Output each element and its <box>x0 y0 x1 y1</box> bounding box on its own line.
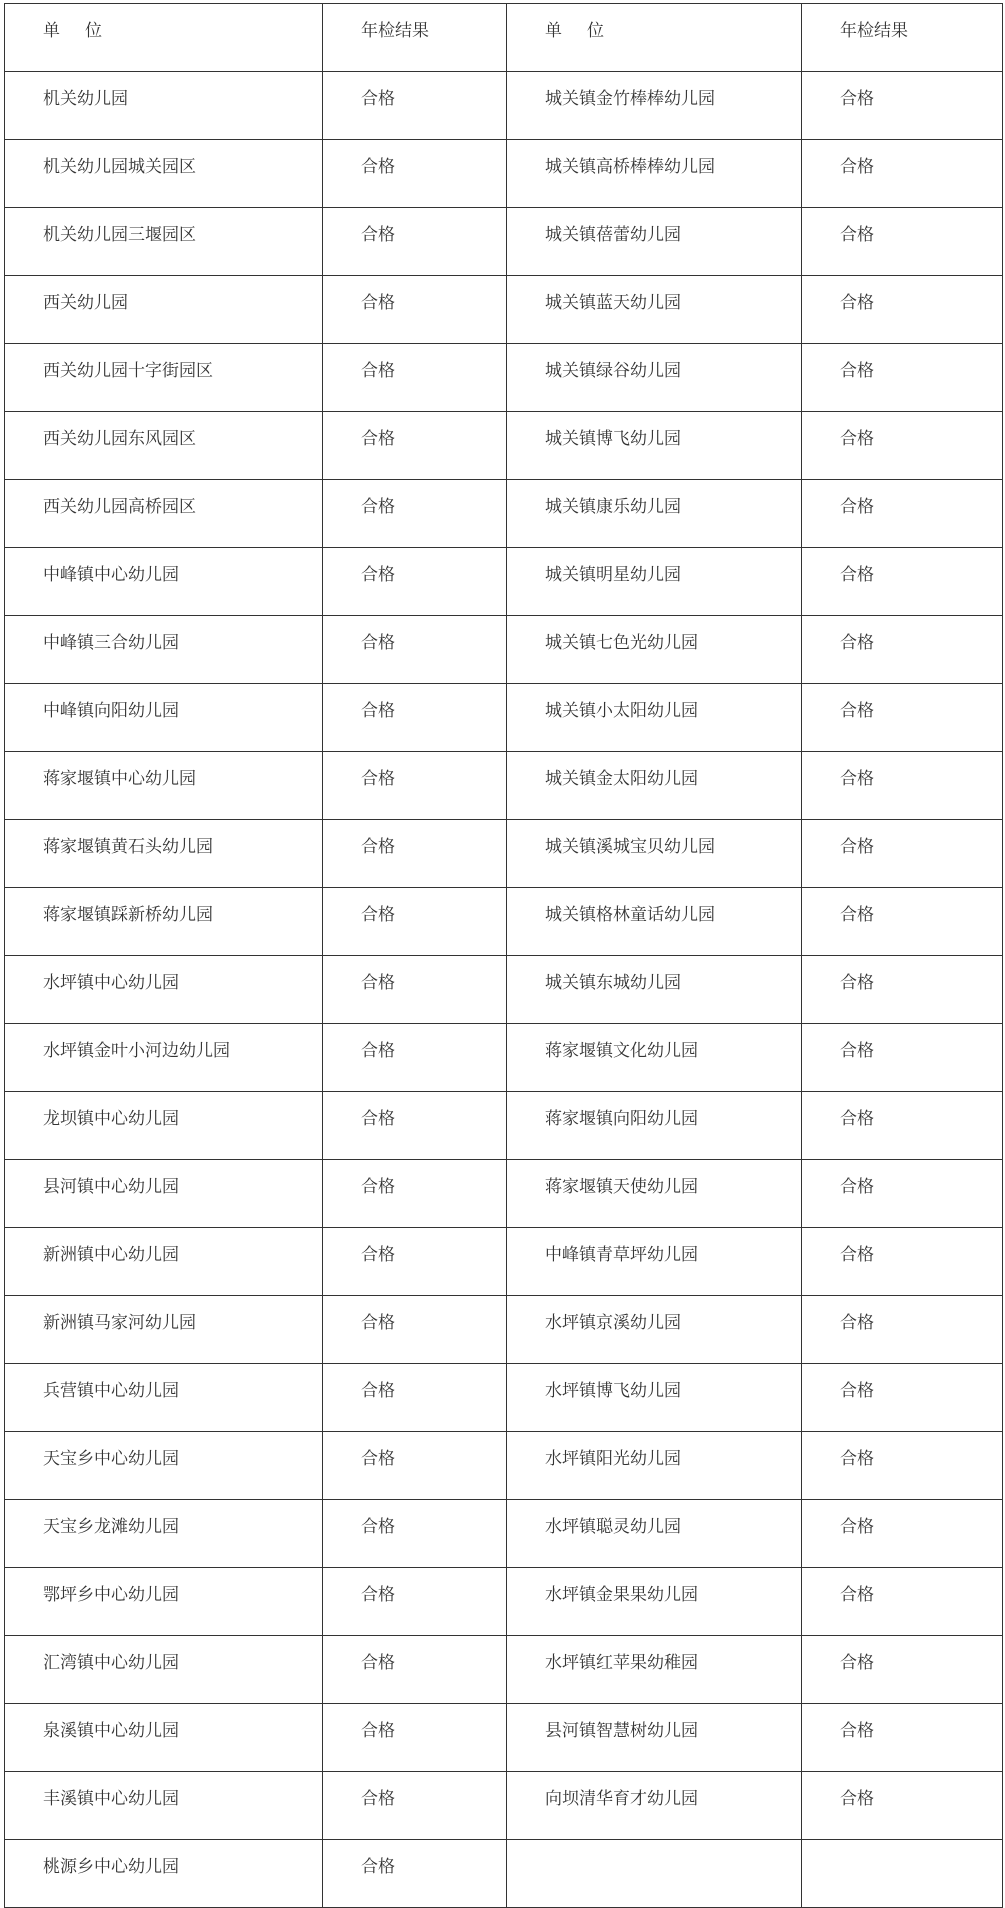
result-cell: 合格 <box>323 1432 507 1500</box>
unit-name-cell: 水坪镇聪灵幼儿园 <box>507 1500 802 1568</box>
header-result-right: 年检结果 <box>802 4 1003 72</box>
table-row <box>5 1704 1003 1772</box>
result-cell: 合格 <box>323 140 507 208</box>
unit-name-cell: 中峰镇向阳幼儿园 <box>5 684 323 752</box>
result-cell: 合格 <box>323 1704 507 1772</box>
result-cell: 合格 <box>323 344 507 412</box>
result-cell: 合格 <box>323 1160 507 1228</box>
result-cell: 合格 <box>802 1704 1003 1772</box>
unit-name-cell <box>507 1840 802 1908</box>
result-cell: 合格 <box>802 276 1003 344</box>
table-row <box>5 412 1003 480</box>
result-cell: 合格 <box>802 752 1003 820</box>
result-cell: 合格 <box>323 1092 507 1160</box>
table-row <box>5 1500 1003 1568</box>
unit-name-cell: 城关镇东城幼儿园 <box>507 956 802 1024</box>
table-header-row <box>5 4 1003 72</box>
result-cell: 合格 <box>802 480 1003 548</box>
unit-name-cell: 城关镇溪城宝贝幼儿园 <box>507 820 802 888</box>
unit-name-cell: 水坪镇金叶小河边幼儿园 <box>5 1024 323 1092</box>
result-cell: 合格 <box>802 820 1003 888</box>
unit-name-cell: 蒋家堰镇向阳幼儿园 <box>507 1092 802 1160</box>
result-cell: 合格 <box>802 1024 1003 1092</box>
result-cell: 合格 <box>323 480 507 548</box>
unit-name-cell: 西关幼儿园高桥园区 <box>5 480 323 548</box>
table-row <box>5 684 1003 752</box>
result-cell: 合格 <box>802 548 1003 616</box>
table-row <box>5 72 1003 140</box>
unit-name-cell: 城关镇格林童话幼儿园 <box>507 888 802 956</box>
table-row <box>5 1092 1003 1160</box>
result-cell: 合格 <box>323 956 507 1024</box>
unit-name-cell: 城关镇金竹棒棒幼儿园 <box>507 72 802 140</box>
table-row <box>5 1024 1003 1092</box>
unit-name-cell: 龙坝镇中心幼儿园 <box>5 1092 323 1160</box>
result-cell: 合格 <box>323 1772 507 1840</box>
result-cell: 合格 <box>323 752 507 820</box>
unit-name-cell: 蒋家堰镇黄石头幼儿园 <box>5 820 323 888</box>
table-row <box>5 616 1003 684</box>
unit-name-cell: 中峰镇中心幼儿园 <box>5 548 323 616</box>
result-cell: 合格 <box>802 956 1003 1024</box>
header-unit-left: 单 位 <box>5 4 323 72</box>
result-cell: 合格 <box>802 1296 1003 1364</box>
unit-name-cell: 水坪镇京溪幼儿园 <box>507 1296 802 1364</box>
table-row <box>5 344 1003 412</box>
unit-name-cell: 鄂坪乡中心幼儿园 <box>5 1568 323 1636</box>
result-cell: 合格 <box>802 1636 1003 1704</box>
table-row <box>5 888 1003 956</box>
result-cell: 合格 <box>802 344 1003 412</box>
unit-name-cell: 水坪镇博飞幼儿园 <box>507 1364 802 1432</box>
result-cell: 合格 <box>323 208 507 276</box>
result-cell: 合格 <box>802 72 1003 140</box>
table-row <box>5 1228 1003 1296</box>
table-row <box>5 1364 1003 1432</box>
result-cell: 合格 <box>802 208 1003 276</box>
table-row <box>5 1432 1003 1500</box>
result-cell: 合格 <box>802 1364 1003 1432</box>
header-unit-right: 单 位 <box>507 4 802 72</box>
result-cell: 合格 <box>323 684 507 752</box>
unit-name-cell: 兵营镇中心幼儿园 <box>5 1364 323 1432</box>
table-row <box>5 1568 1003 1636</box>
table-row <box>5 208 1003 276</box>
result-cell: 合格 <box>323 616 507 684</box>
result-cell: 合格 <box>323 548 507 616</box>
unit-name-cell: 城关镇金太阳幼儿园 <box>507 752 802 820</box>
table-row <box>5 548 1003 616</box>
table-row <box>5 140 1003 208</box>
unit-name-cell: 丰溪镇中心幼儿园 <box>5 1772 323 1840</box>
unit-name-cell: 机关幼儿园城关园区 <box>5 140 323 208</box>
table-row <box>5 820 1003 888</box>
unit-name-cell: 蒋家堰镇文化幼儿园 <box>507 1024 802 1092</box>
result-cell: 合格 <box>802 1160 1003 1228</box>
result-cell: 合格 <box>802 1228 1003 1296</box>
unit-name-cell: 水坪镇阳光幼儿园 <box>507 1432 802 1500</box>
table-row <box>5 1160 1003 1228</box>
result-cell: 合格 <box>323 1840 507 1908</box>
table-row <box>5 1840 1003 1908</box>
unit-name-cell: 水坪镇红苹果幼稚园 <box>507 1636 802 1704</box>
result-cell: 合格 <box>323 412 507 480</box>
result-cell: 合格 <box>802 1500 1003 1568</box>
result-cell: 合格 <box>323 276 507 344</box>
unit-name-cell: 蒋家堰镇踩新桥幼儿园 <box>5 888 323 956</box>
table-row <box>5 1636 1003 1704</box>
result-cell: 合格 <box>323 1636 507 1704</box>
result-cell: 合格 <box>802 1432 1003 1500</box>
unit-name-cell: 城关镇七色光幼儿园 <box>507 616 802 684</box>
table-row <box>5 1296 1003 1364</box>
unit-name-cell: 机关幼儿园三堰园区 <box>5 208 323 276</box>
result-cell: 合格 <box>802 684 1003 752</box>
header-result-left: 年检结果 <box>323 4 507 72</box>
unit-name-cell: 西关幼儿园十字街园区 <box>5 344 323 412</box>
result-cell: 合格 <box>802 140 1003 208</box>
table-row <box>5 956 1003 1024</box>
unit-name-cell: 水坪镇中心幼儿园 <box>5 956 323 1024</box>
table-row <box>5 276 1003 344</box>
annual-inspection-table <box>4 3 1003 1908</box>
result-cell: 合格 <box>323 888 507 956</box>
result-cell: 合格 <box>323 1364 507 1432</box>
unit-name-cell: 城关镇康乐幼儿园 <box>507 480 802 548</box>
unit-name-cell: 天宝乡中心幼儿园 <box>5 1432 323 1500</box>
unit-name-cell: 水坪镇金果果幼儿园 <box>507 1568 802 1636</box>
unit-name-cell: 城关镇博飞幼儿园 <box>507 412 802 480</box>
unit-name-cell: 天宝乡龙滩幼儿园 <box>5 1500 323 1568</box>
result-cell <box>802 1840 1003 1908</box>
unit-name-cell: 蒋家堰镇天使幼儿园 <box>507 1160 802 1228</box>
unit-name-cell: 中峰镇三合幼儿园 <box>5 616 323 684</box>
unit-name-cell: 城关镇明星幼儿园 <box>507 548 802 616</box>
result-cell: 合格 <box>802 412 1003 480</box>
result-cell: 合格 <box>802 1772 1003 1840</box>
unit-name-cell: 西关幼儿园东风园区 <box>5 412 323 480</box>
result-cell: 合格 <box>802 888 1003 956</box>
unit-name-cell: 泉溪镇中心幼儿园 <box>5 1704 323 1772</box>
result-cell: 合格 <box>802 616 1003 684</box>
result-cell: 合格 <box>323 1228 507 1296</box>
unit-name-cell: 向坝清华育才幼儿园 <box>507 1772 802 1840</box>
result-cell: 合格 <box>323 1568 507 1636</box>
unit-name-cell: 新洲镇中心幼儿园 <box>5 1228 323 1296</box>
result-cell: 合格 <box>323 1024 507 1092</box>
unit-name-cell: 桃源乡中心幼儿园 <box>5 1840 323 1908</box>
result-cell: 合格 <box>323 820 507 888</box>
result-cell: 合格 <box>802 1568 1003 1636</box>
result-cell: 合格 <box>323 72 507 140</box>
table-row <box>5 752 1003 820</box>
unit-name-cell: 汇湾镇中心幼儿园 <box>5 1636 323 1704</box>
unit-name-cell: 新洲镇马家河幼儿园 <box>5 1296 323 1364</box>
unit-name-cell: 中峰镇青草坪幼儿园 <box>507 1228 802 1296</box>
unit-name-cell: 城关镇小太阳幼儿园 <box>507 684 802 752</box>
table-row <box>5 1772 1003 1840</box>
table-row <box>5 480 1003 548</box>
result-cell: 合格 <box>323 1500 507 1568</box>
unit-name-cell: 城关镇绿谷幼儿园 <box>507 344 802 412</box>
unit-name-cell: 县河镇中心幼儿园 <box>5 1160 323 1228</box>
unit-name-cell: 机关幼儿园 <box>5 72 323 140</box>
unit-name-cell: 县河镇智慧树幼儿园 <box>507 1704 802 1772</box>
result-cell: 合格 <box>802 1092 1003 1160</box>
unit-name-cell: 城关镇蓝天幼儿园 <box>507 276 802 344</box>
unit-name-cell: 西关幼儿园 <box>5 276 323 344</box>
unit-name-cell: 城关镇蓓蕾幼儿园 <box>507 208 802 276</box>
result-cell: 合格 <box>323 1296 507 1364</box>
unit-name-cell: 蒋家堰镇中心幼儿园 <box>5 752 323 820</box>
table-body <box>5 72 1003 1908</box>
unit-name-cell: 城关镇高桥棒棒幼儿园 <box>507 140 802 208</box>
